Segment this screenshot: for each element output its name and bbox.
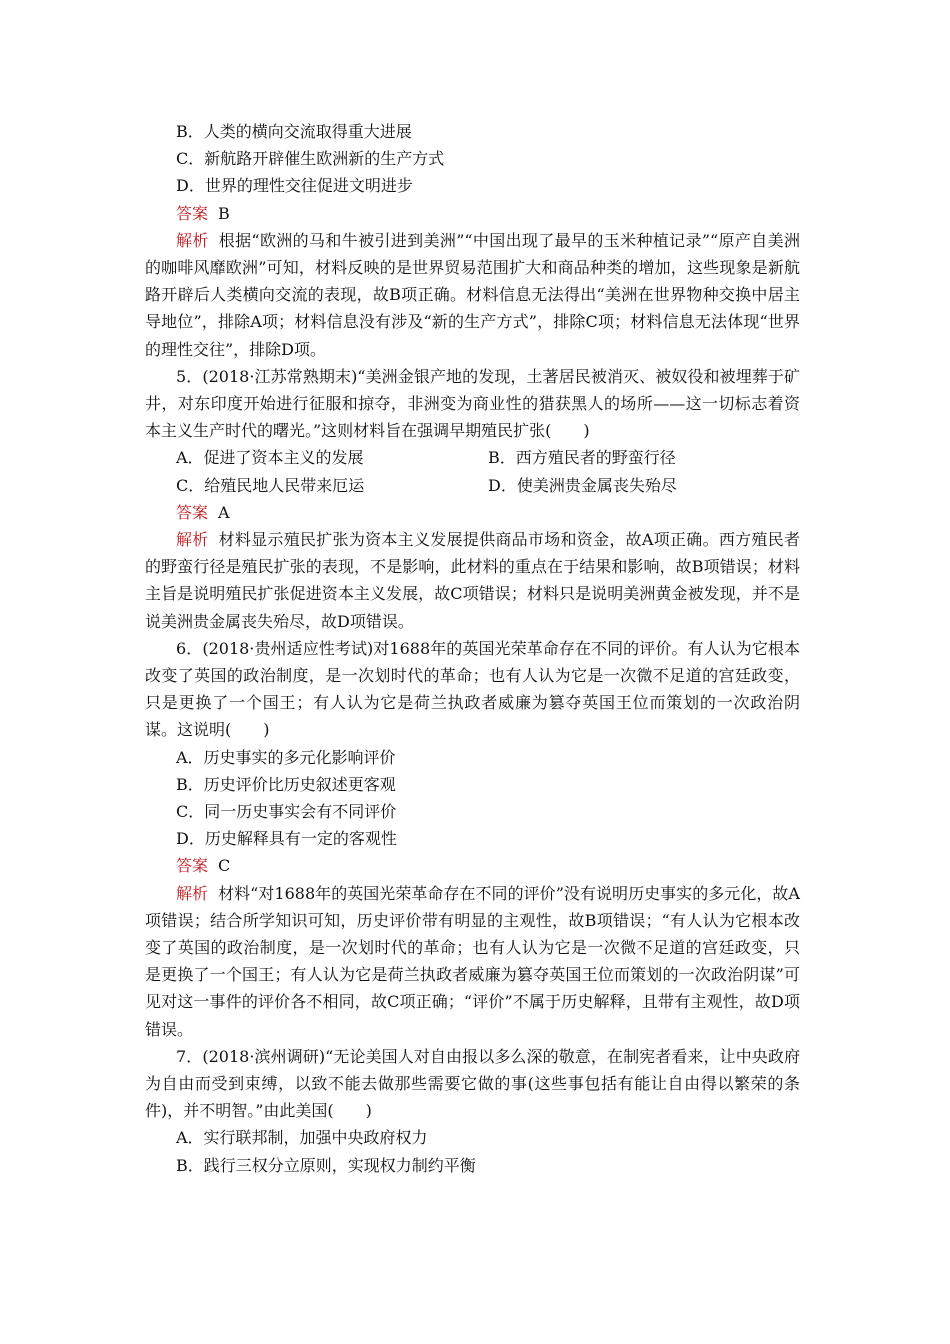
analysis-label: 解析 [176, 883, 209, 903]
analysis-text: 材料显示殖民扩张为资本主义发展提供商品市场和资金，故A项正确。西方殖民者的野蛮行径是殖民扩张的表现，不是影响，此材料的重点在于结果和影响，故B项错误；材料主旨是说明殖民扩张促进资本主义发展，故C项错误；材料只是说明美洲黄金被发现，并不是说美洲贵金属丧失殆尽，故D项错误。 [145, 529, 800, 631]
q4-answer [176, 200, 800, 227]
q6-answer [176, 852, 800, 879]
q4-analysis [145, 227, 800, 363]
answer-label: 答案 [176, 203, 209, 223]
q6-stem: 6．(2018·贵州适应性考试)对1688年的英国光荣革命存在不同的评价。有人认为它根本改变了英国的政治制度，是一次划时代的革命；也有人认为它是一次微不足道的宫廷政变，只是更换了一个国王；有人认为它是荷兰执政者威廉为篡夺英国王位而策划的一次政治阴谋。这说明( ) [145, 638, 800, 740]
q6-analysis [145, 880, 800, 1043]
analysis-text: 根据“欧洲的马和牛被引进到美洲”“中国出现了最早的玉米种植记录”“原产自美洲的咖啡风靡欧洲”可知，材料反映的是世界贸易范围扩大和商品种类的增加，这些现象是新航路开辟后人类横向交流的表现，故B项正确。材料信息无法得出“美洲在世界物种交换中居主导地位”，排除A项；材料信息没有涉及“新的生产方式”，排除C项；材料信息无法体现“世界的理性交往”，排除D项。 [145, 230, 800, 359]
q7-stem: 7．(2018·滨州调研)“无论美国人对自由报以多么深的敬意，在制宪者看来，让中央政府为自由而受到束缚，以致不能去做那些需要它做的事(这些事包括有能让自由得以繁荣的条件)，并不明智。”由此美国( ) [145, 1046, 800, 1121]
q4-option-b: B．人类的横向交流取得重大进展 [176, 122, 412, 141]
answer-label: 答案 [176, 502, 209, 522]
q5-stem: 5．(2018·江苏常熟期末)“美洲金银产地的发现，土著居民被消灭、被奴役和被埋葬于矿井，对东印度开始进行征服和掠夺，非洲变为商业性的猎获黑人的场所——这一切标志着资本主义生产时代的曙光。”这则材料旨在强调早期殖民扩张( ) [145, 366, 800, 441]
analysis-label: 解析 [176, 230, 209, 250]
q5-options-row-1 [176, 444, 800, 471]
answer-label: 答案 [176, 856, 209, 876]
answer-value: A [218, 502, 230, 522]
q5-options-row-2 [176, 472, 800, 499]
answer-value: C [218, 856, 231, 876]
q5-option-c: C．给殖民地人民带来厄运 [176, 475, 365, 495]
q5-option-b: B．西方殖民者的野蛮行径 [488, 448, 676, 468]
q5-option-a: A．促进了资本主义的发展 [176, 448, 364, 468]
q6-option-b: B．历史评价比历史叙述更客观 [176, 774, 396, 794]
q7-option-b: B．践行三权分立原则，实现权力制约平衡 [176, 1155, 476, 1175]
document-body [145, 118, 800, 1179]
q5-analysis [145, 526, 800, 635]
analysis-text: 材料“对1688年的英国光荣革命存在不同的评价”没有说明历史事实的多元化，故A项错误；结合所学知识可知，历史评价带有明显的主观性，故B项错误；“有人认为它根本改变了英国的政治制度，是一次划时代的革命；也有人认为它是一次微不足道的宫廷政变，只是更换了一个国王；有人认为它是荷兰执政者威廉为篡夺英国王位而策划的一次政治阴谋”可见对这一事件的评价各不相同，故C项正确；“评价”不属于历史解释，且带有主观性，故D项错误。 [145, 883, 800, 1039]
q7-option-a: A．实行联邦制，加强中央政府权力 [176, 1128, 428, 1148]
q6-option-a: A．历史事实的多元化影响评价 [176, 747, 396, 767]
q4-option-d: D．世界的理性交往促进文明进步 [176, 176, 413, 196]
q6-option-c: C．同一历史事实会有不同评价 [176, 801, 397, 821]
answer-value: B [218, 203, 230, 223]
q4-option-c: C．新航路开辟催生欧洲新的生产方式 [176, 149, 445, 169]
analysis-label: 解析 [176, 529, 209, 549]
q6-option-d: D．历史解释具有一定的客观性 [176, 829, 397, 849]
q5-option-d: D．使美洲贵金属丧失殆尽 [488, 475, 677, 495]
q5-answer [176, 499, 800, 526]
